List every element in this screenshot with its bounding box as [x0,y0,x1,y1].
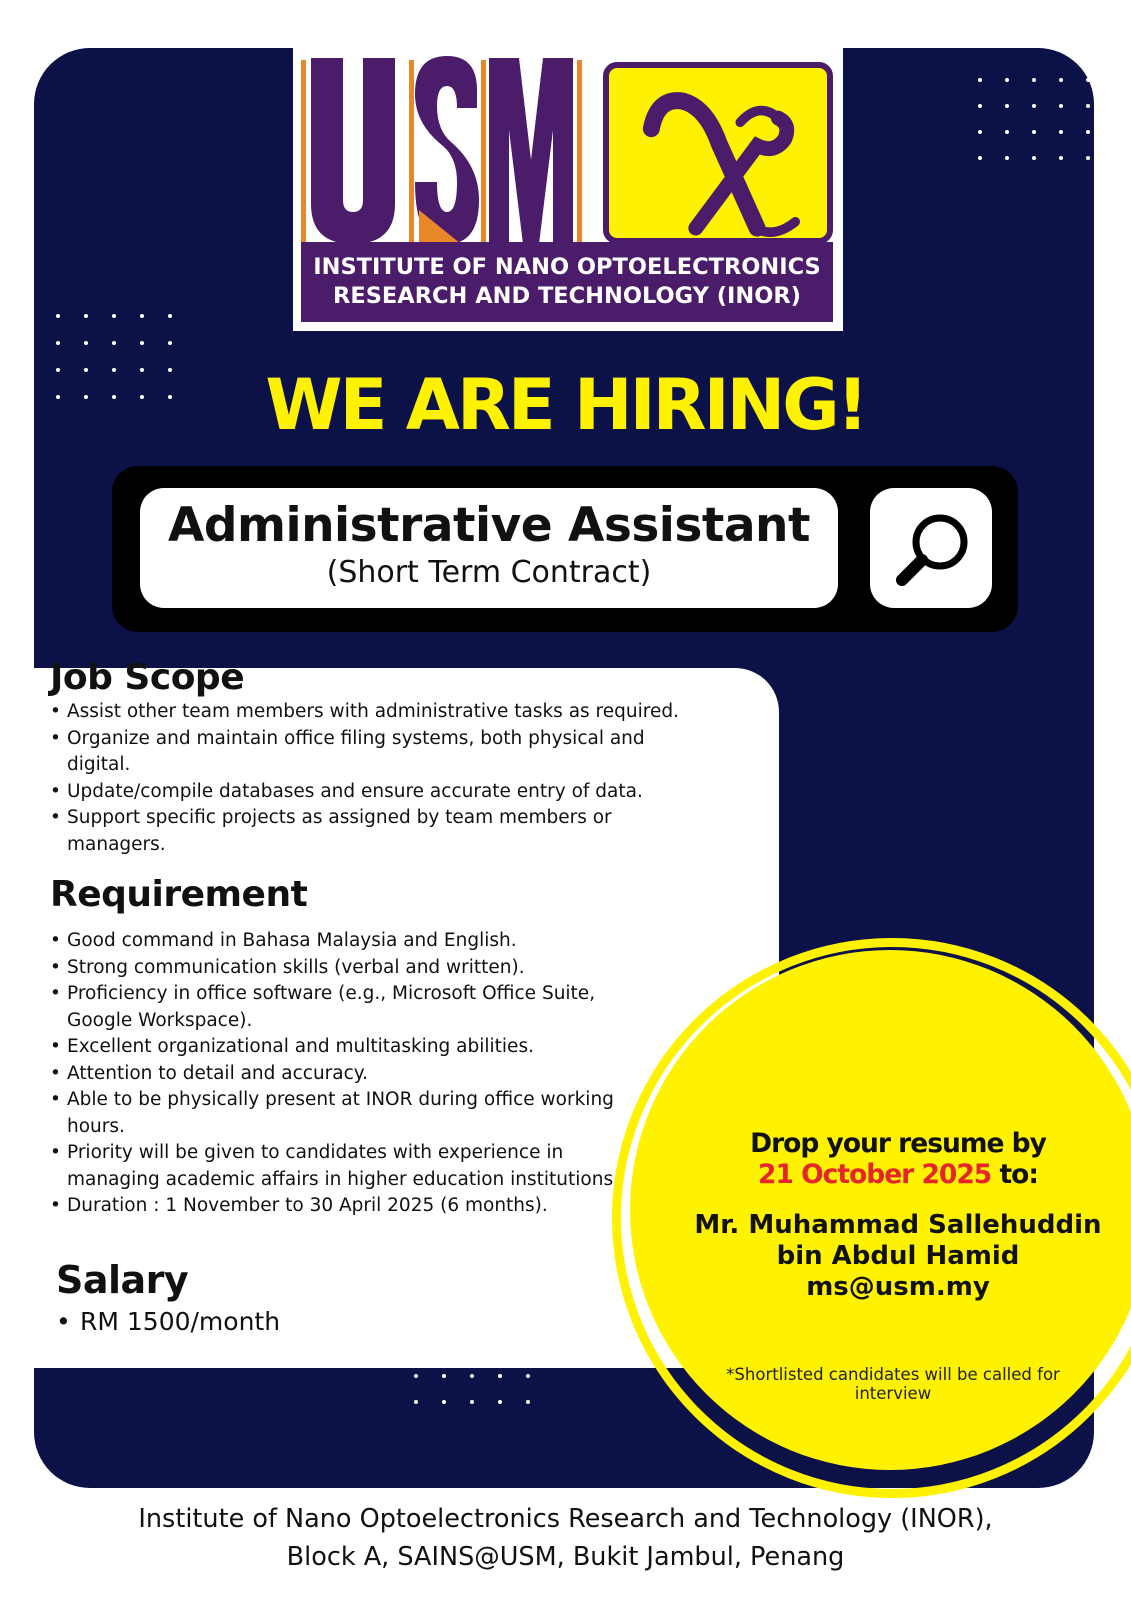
resume-deadline [670,1128,1126,1190]
decorative-dot [1032,130,1036,134]
requirement-heading: Requirement [50,874,308,915]
contact-name-line-2: bin Abdul Hamid [776,1241,1020,1271]
decorative-dot [526,1374,530,1378]
decorative-dot [470,1400,474,1404]
institute-line-2: RESEARCH AND TECHNOLOGY (INOR) [333,283,801,309]
decorative-dot [140,314,144,318]
decorative-dot [84,341,88,345]
decorative-dot [1032,156,1036,160]
decorative-dot [442,1374,446,1378]
decorative-dot [498,1400,502,1404]
list-item: • Assist other team members with administrative tasks as required. [50,699,710,726]
magnifier-icon [870,488,992,608]
decorative-dot [442,1400,446,1404]
shortlist-note: *Shortlisted candidates will be called for interview [726,1365,1060,1403]
list-item: • RM 1500/month [56,1306,456,1338]
decorative-dot [1059,156,1063,160]
list-item: • Update/compile databases and ensure accurate entry of data. [50,779,710,806]
salary-list [56,1306,456,1338]
decorative-dot [978,130,982,134]
decorative-dot [978,156,982,160]
job-scope-list [50,699,710,858]
decorative-dot [1086,130,1090,134]
decorative-dot [470,1374,474,1378]
list-item: • Strong communication skills (verbal and written). [50,955,640,982]
job-title-field [140,488,838,608]
decorative-dot [978,104,982,108]
decorative-dot [414,1374,418,1378]
job-title: Administrative Assistant [168,498,810,553]
decorative-dot [1032,104,1036,108]
list-item: • Priority will be given to candidates with experience in managing academic affairs in higher education institutions. [50,1140,640,1193]
decorative-dot [498,1374,502,1378]
address-line-2: Block A, SAINS@USM, Bukit Jambul, Penang [286,1542,845,1572]
decorative-dot [414,1400,418,1404]
decorative-dot [168,341,172,345]
usm-inor-logo [293,48,843,331]
institute-address [0,1500,1131,1576]
institute-name-banner [301,242,833,322]
list-item: • Duration : 1 November to 30 April 2025 (6 months). [50,1193,640,1220]
address-line-1: Institute of Nano Optoelectronics Research and Technology (INOR), [138,1504,993,1534]
decorative-dot [140,341,144,345]
chi-x-emblem-icon [603,62,833,244]
deadline-date: 21 October 2025 [758,1159,992,1190]
decorative-dot [526,1400,530,1404]
contact-block [656,1210,1131,1303]
list-item: • Good command in Bahasa Malaysia and English. [50,928,640,955]
decorative-dot [1005,78,1009,82]
job-title-search-bar [112,466,1018,632]
dot-grid-top-right [978,78,1090,160]
salary-heading: Salary [56,1258,189,1302]
list-item: • Organize and maintain office filing systems, both physical and digital. [50,726,710,779]
decorative-dot [1059,78,1063,82]
decorative-dot [56,314,60,318]
institute-line-1: INSTITUTE OF NANO OPTOELECTRONICS [313,254,821,280]
contact-name-line-1: Mr. Muhammad Sallehuddin [694,1210,1102,1240]
decorative-dot [1005,104,1009,108]
list-item: • Attention to detail and accuracy. [50,1061,640,1088]
decorative-dot [1005,156,1009,160]
usm-wordmark [301,50,583,244]
hiring-headline: WE ARE HIRING! [265,364,866,446]
requirement-list [50,928,640,1220]
decorative-dot [1005,130,1009,134]
decorative-dot [1086,156,1090,160]
decorative-dot [1086,104,1090,108]
decorative-dot [1059,104,1063,108]
decorative-dot [978,78,982,82]
cta-line: Drop your resume by [750,1128,1046,1159]
decorative-dot [56,341,60,345]
contact-email[interactable]: ms@usm.my [806,1272,990,1302]
decorative-dot [168,314,172,318]
list-item: • Excellent organizational and multitasking abilities. [50,1034,640,1061]
decorative-dot [84,314,88,318]
cta-to: to: [991,1159,1038,1190]
list-item: • Proficiency in office software (e.g., Microsoft Office Suite, Google Workspace). [50,981,640,1034]
decorative-dot [1032,78,1036,82]
decorative-dot [1059,130,1063,134]
list-item: • Able to be physically present at INOR during office working hours. [50,1087,640,1140]
decorative-dot [112,341,116,345]
job-scope-heading: Job Scope [50,657,245,698]
decorative-dot [1086,78,1090,82]
job-contract-type: (Short Term Contract) [326,555,652,590]
decorative-dot [112,314,116,318]
list-item: • Support specific projects as assigned by team members or managers. [50,805,710,858]
